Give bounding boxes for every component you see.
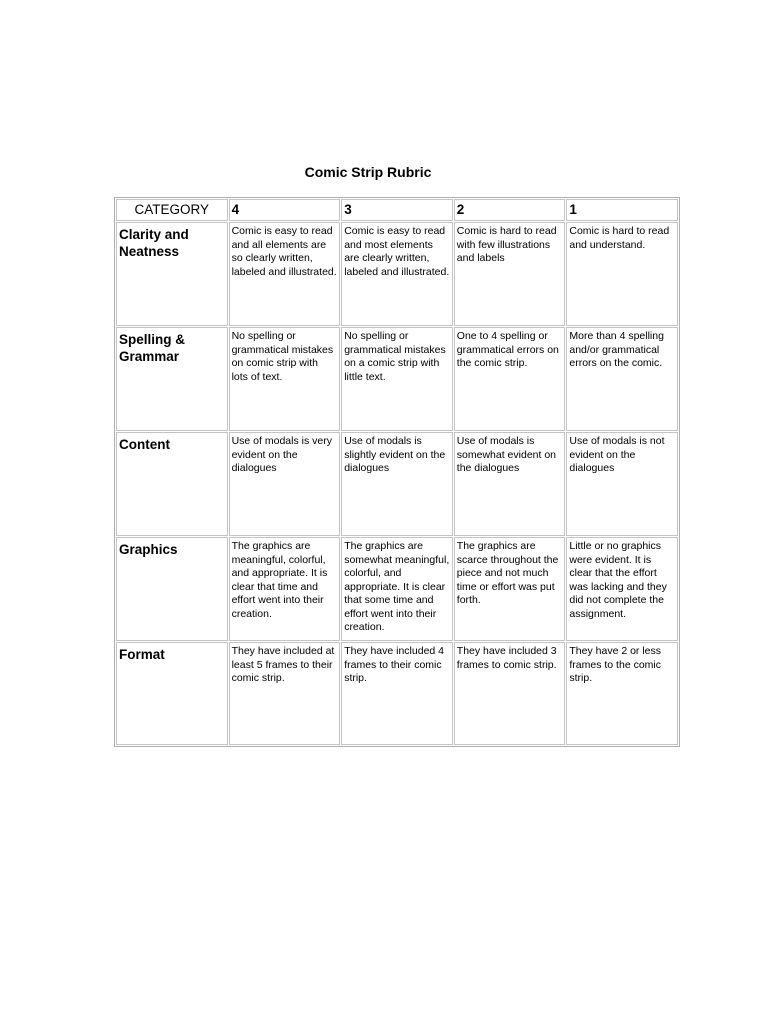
header-level-3: 3 — [341, 199, 453, 221]
table-cell: They have 2 or less frames to the comic strip. — [566, 642, 678, 745]
table-cell: No spelling or grammatical mistakes on a comic strip with little text. — [341, 327, 453, 431]
table-cell: They have included 3 frames to comic strip. — [454, 642, 566, 745]
rubric-table — [114, 197, 680, 747]
table-cell: Use of modals is not evident on the dialogues — [566, 432, 678, 536]
table-cell: Little or no graphics were evident. It is clear that the effort was lacking and they did not complete the assignment. — [566, 537, 678, 641]
table-cell: Use of modals is somewhat evident on the dialogues — [454, 432, 566, 536]
table-row — [116, 432, 678, 536]
header-level-2: 2 — [454, 199, 566, 221]
table-cell: Comic is hard to read with few illustrations and labels — [454, 222, 566, 326]
table-row — [116, 327, 678, 431]
header-row — [116, 199, 678, 221]
table-cell: Comic is easy to read and most elements are clearly written, labeled and illustrated. — [341, 222, 453, 326]
table-cell: They have included at least 5 frames to their comic strip. — [229, 642, 341, 745]
table-cell: Use of modals is slightly evident on the dialogues — [341, 432, 453, 536]
table-row — [116, 537, 678, 641]
table-cell: No spelling or grammatical mistakes on comic strip with lots of text. — [229, 327, 341, 431]
row-category: Clarity and Neatness — [116, 222, 228, 326]
table-cell: More than 4 spelling and/or grammatical errors on the comic. — [566, 327, 678, 431]
row-category: Graphics — [116, 537, 228, 641]
table-cell: They have included 4 frames to their comic strip. — [341, 642, 453, 745]
document-title: Comic Strip Rubric — [304, 164, 432, 180]
table-cell: One to 4 spelling or grammatical errors on the comic strip. — [454, 327, 566, 431]
table-cell: The graphics are scarce throughout the piece and not much time or effort was put forth. — [454, 537, 566, 641]
header-level-4: 4 — [229, 199, 341, 221]
row-category: Spelling & Grammar — [116, 327, 228, 431]
table-cell: The graphics are meaningful, colorful, and appropriate. It is clear that time and effort went into their creation. — [229, 537, 341, 641]
table-cell: Use of modals is very evident on the dialogues — [229, 432, 341, 536]
table-row — [116, 222, 678, 326]
table-row — [116, 642, 678, 745]
row-category: Content — [116, 432, 228, 536]
header-level-1: 1 — [566, 199, 678, 221]
row-category: Format — [116, 642, 228, 745]
table-cell: The graphics are somewhat meaningful, colorful, and appropriate. It is clear that some time and effort went into their creation. — [341, 537, 453, 641]
table-cell: Comic is hard to read and understand. — [566, 222, 678, 326]
table-cell: Comic is easy to read and all elements are so clearly written, labeled and illustrated. — [229, 222, 341, 326]
header-category: CATEGORY — [116, 199, 228, 221]
